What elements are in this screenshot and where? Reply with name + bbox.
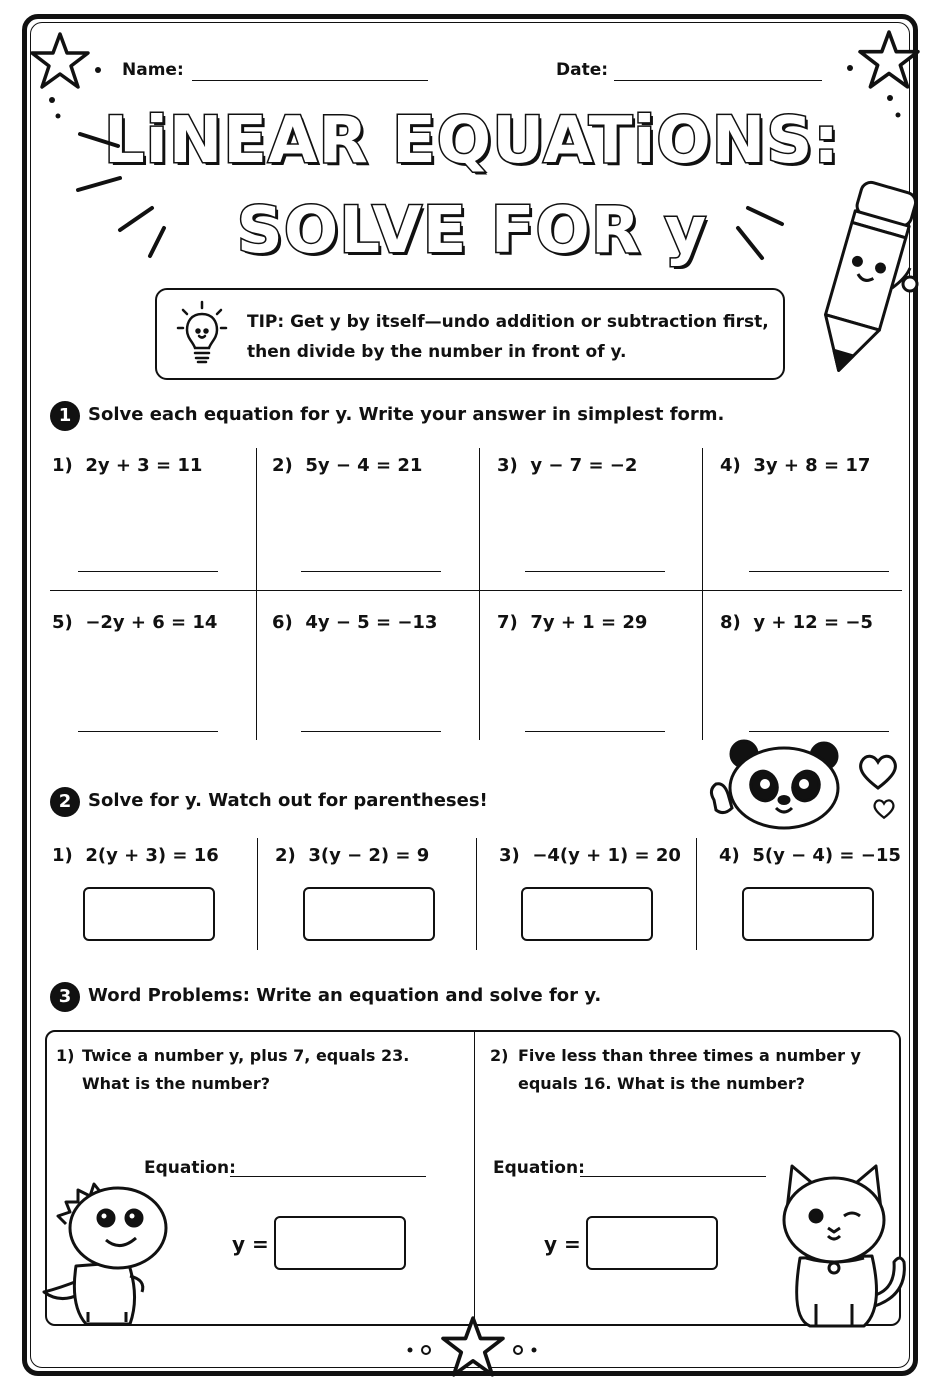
answer-line[interactable]: [301, 731, 441, 732]
burst-lines: [70, 120, 890, 270]
problem-1-4: 4) 3y + 8 = 17: [720, 455, 871, 476]
tip-line-2: then divide by the number in front of y.: [247, 342, 627, 362]
answer-line[interactable]: [78, 731, 218, 732]
grid-divider: [702, 448, 703, 740]
problem-2-2: 2) 3(y − 2) = 9: [275, 845, 430, 866]
name-field[interactable]: [192, 80, 428, 81]
word-problem-1-text: Twice a number y, plus 7, equals 23. What is the number?: [82, 1046, 410, 1093]
lightbulb-icon: [177, 300, 227, 368]
answer-line[interactable]: [301, 571, 441, 572]
page-subtitle: SOLVE FOR y: [236, 194, 708, 268]
problem-2-1: 1) 2(y + 3) = 16: [52, 845, 219, 866]
tip-line-1: TIP: Get y by itself—undo addition or subtraction first,: [247, 312, 769, 332]
word-problem-2-text: Five less than three times a number y equals 16. What is the number?: [518, 1046, 861, 1093]
equation-field[interactable]: [230, 1176, 426, 1177]
problem-1-8: 8) y + 12 = −5: [720, 612, 873, 633]
problem-1-5: 5) −2y + 6 = 14: [52, 612, 218, 633]
cat-icon: [772, 1158, 912, 1334]
answer-label: y =: [232, 1232, 269, 1256]
grid-divider: [257, 838, 258, 950]
date-field[interactable]: [614, 80, 822, 81]
grid-divider: [256, 448, 257, 740]
answer-label: y =: [544, 1232, 581, 1256]
problem-2-4: 4) 5(y − 4) = −15: [719, 845, 901, 866]
word-problem-1-num: 1): [56, 1046, 75, 1065]
answer-box[interactable]: [521, 887, 653, 941]
tip-text: [247, 307, 777, 367]
answer-line[interactable]: [525, 571, 665, 572]
equation-label: Equation:: [144, 1158, 236, 1178]
answer-box[interactable]: [303, 887, 435, 941]
section-3-heading: Word Problems: Write an equation and solve for y.: [88, 985, 602, 1006]
equation-label: Equation:: [493, 1158, 585, 1178]
problem-1-1: 1) 2y + 3 = 11: [52, 455, 203, 476]
answer-box[interactable]: [742, 887, 874, 941]
decor-dots: [400, 1340, 540, 1360]
name-label: Name:: [122, 60, 184, 80]
dinosaur-icon: [36, 1176, 168, 1332]
panda-icon: [704, 738, 850, 830]
heart-icon: [856, 752, 900, 792]
problem-1-3: 3) y − 7 = −2: [497, 455, 638, 476]
answer-line[interactable]: [78, 571, 218, 572]
pencil-character-icon: [808, 178, 920, 386]
answer-line[interactable]: [749, 731, 889, 732]
section-1-number: 1: [50, 401, 80, 431]
answer-line[interactable]: [749, 571, 889, 572]
grid-divider: [50, 590, 902, 591]
grid-divider: [474, 1032, 475, 1324]
grid-divider: [479, 448, 480, 740]
heart-icon: [872, 798, 896, 820]
section-3-number: 3: [50, 982, 80, 1012]
grid-divider: [696, 838, 697, 950]
problem-2-3: 3) −4(y + 1) = 20: [499, 845, 681, 866]
answer-box[interactable]: [83, 887, 215, 941]
section-2-number: 2: [50, 787, 80, 817]
problem-1-2: 2) 5y − 4 = 21: [272, 455, 423, 476]
equation-field[interactable]: [580, 1176, 766, 1177]
section-2-heading: Solve for y. Watch out for parentheses!: [88, 790, 488, 811]
problem-1-7: 7) 7y + 1 = 29: [497, 612, 648, 633]
grid-divider: [476, 838, 477, 950]
answer-line[interactable]: [525, 731, 665, 732]
tip-box: [155, 288, 785, 380]
problem-1-6: 6) 4y − 5 = −13: [272, 612, 438, 633]
page-title: LiNEAR EQUATiONS:: [103, 104, 841, 178]
answer-box[interactable]: [586, 1216, 718, 1270]
word-problem-2-num: 2): [490, 1046, 509, 1065]
answer-box[interactable]: [274, 1216, 406, 1270]
section-1-heading: Solve each equation for y. Write your answer in simplest form.: [88, 404, 725, 425]
date-label: Date:: [556, 60, 609, 80]
